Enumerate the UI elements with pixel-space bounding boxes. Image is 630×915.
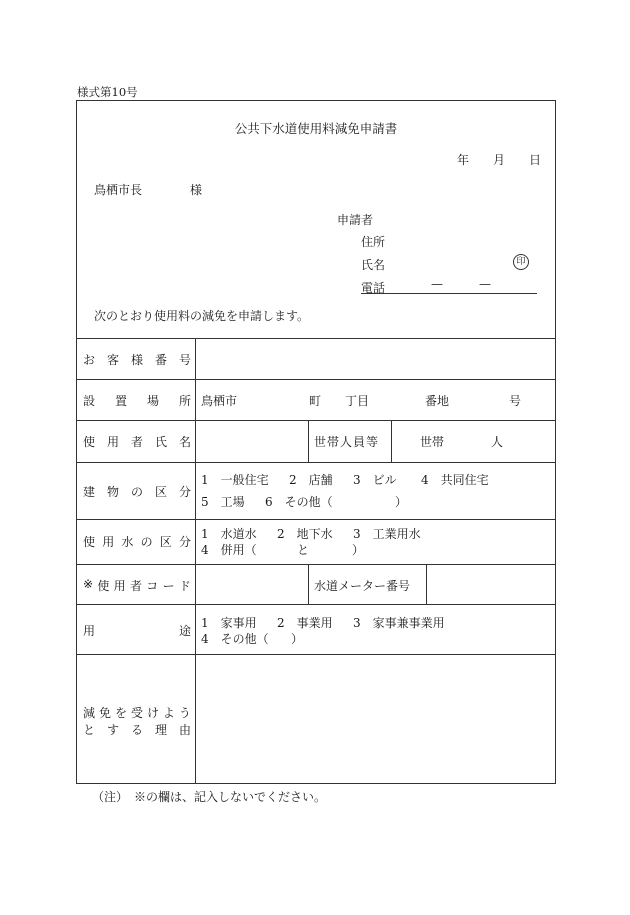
month-label[interactable]: 月 — [492, 153, 505, 167]
building-option-4[interactable]: 4 共同住宅 — [421, 473, 489, 487]
meter-number-field[interactable] — [428, 565, 553, 603]
applicant-heading: 申請者 — [337, 213, 374, 227]
water-option-4-close: ） — [352, 543, 365, 557]
building-option-2[interactable]: 2 店舗 — [289, 473, 333, 487]
day-label[interactable]: 日 — [528, 153, 541, 167]
phone-label: 電話 — [361, 281, 386, 295]
household-label: 世帯人員等 — [314, 435, 380, 449]
row-divider — [77, 462, 555, 463]
customer-number-field[interactable] — [197, 339, 553, 378]
customer-number-label: お 客 様 番 号 — [83, 353, 191, 367]
person-unit: 人 — [491, 435, 504, 449]
cell-divider — [308, 564, 309, 604]
meter-number-label: 水道メーター番号 — [314, 579, 411, 593]
addressee-honorific: 様 — [190, 183, 203, 197]
row-divider — [77, 519, 555, 520]
seal-icon: 印 — [513, 254, 529, 270]
user-name-label: 使 用 者 氏 名 — [83, 435, 191, 449]
lead-text: 次のとおり使用料の減免を申請します。 — [94, 309, 310, 323]
location-go: 号 — [509, 394, 522, 408]
form-number: 様式第10号 — [77, 85, 138, 99]
building-option-3[interactable]: 3 ビル — [353, 473, 397, 487]
year-label[interactable]: 年 — [457, 153, 470, 167]
row-divider — [77, 604, 555, 605]
building-type-label: 建 物 の 区 分 — [83, 485, 191, 499]
phone-dash-1: — — [431, 277, 443, 291]
water-type-label: 使 用 水 の 区 分 — [83, 535, 191, 549]
user-name-field[interactable] — [197, 421, 307, 461]
household-unit: 世帯 — [420, 435, 445, 449]
water-option-4-and: と — [297, 543, 310, 557]
cell-divider — [308, 420, 309, 462]
name-label: 氏名 — [361, 258, 386, 272]
application-form — [76, 100, 556, 784]
reason-field[interactable] — [197, 655, 553, 783]
addressee — [94, 181, 202, 198]
label-column-divider — [195, 338, 196, 784]
water-option-4[interactable]: 4 併用（ — [201, 543, 257, 557]
cell-divider — [391, 420, 392, 462]
building-option-1[interactable]: 1 一般住宅 — [201, 473, 269, 487]
row-divider — [77, 379, 555, 380]
usage-option-2[interactable]: 2 事業用 — [277, 616, 333, 630]
cell-divider — [426, 564, 427, 604]
location-label: 設 置 場 所 — [83, 394, 191, 408]
water-option-1[interactable]: 1 水道水 — [201, 527, 257, 541]
water-option-2[interactable]: 2 地下水 — [277, 527, 333, 541]
building-option-5[interactable]: 5 工場 — [201, 495, 245, 509]
phone-dash-2: — — [479, 277, 491, 291]
water-option-3[interactable]: 3 工業用水 — [353, 527, 421, 541]
usage-option-3[interactable]: 3 家事兼事業用 — [353, 616, 445, 630]
usage-option-4[interactable]: 4 その他（ — [201, 632, 269, 646]
building-option-6-close: ） — [395, 495, 408, 509]
form-title: 公共下水道使用料減免申請書 — [234, 121, 398, 136]
location-banchi: 番地 — [425, 394, 450, 408]
reason-label: 減 免 を 受 け よ う と す る 理 由 — [83, 706, 191, 737]
date-fields — [457, 151, 541, 168]
user-code-field[interactable] — [197, 565, 307, 603]
row-divider — [77, 420, 555, 421]
phone-field[interactable] — [361, 279, 537, 294]
building-option-6[interactable]: 6 その他（ — [265, 495, 333, 509]
note-text: （注） ※の欄は、記入しないでください。 — [92, 790, 327, 804]
addressee-name: 鳥栖市長 — [94, 183, 143, 197]
location-town: 町 — [309, 394, 322, 408]
user-code-label: ※ 使 用 者 コ ー ド — [83, 577, 191, 593]
usage-option-4-close: ） — [291, 632, 304, 646]
location-chome: 丁目 — [345, 394, 370, 408]
usage-label: 用 途 — [83, 624, 191, 638]
address-label: 住所 — [361, 235, 386, 249]
location-city: 鳥栖市 — [201, 394, 238, 408]
usage-option-1[interactable]: 1 家事用 — [201, 616, 257, 630]
